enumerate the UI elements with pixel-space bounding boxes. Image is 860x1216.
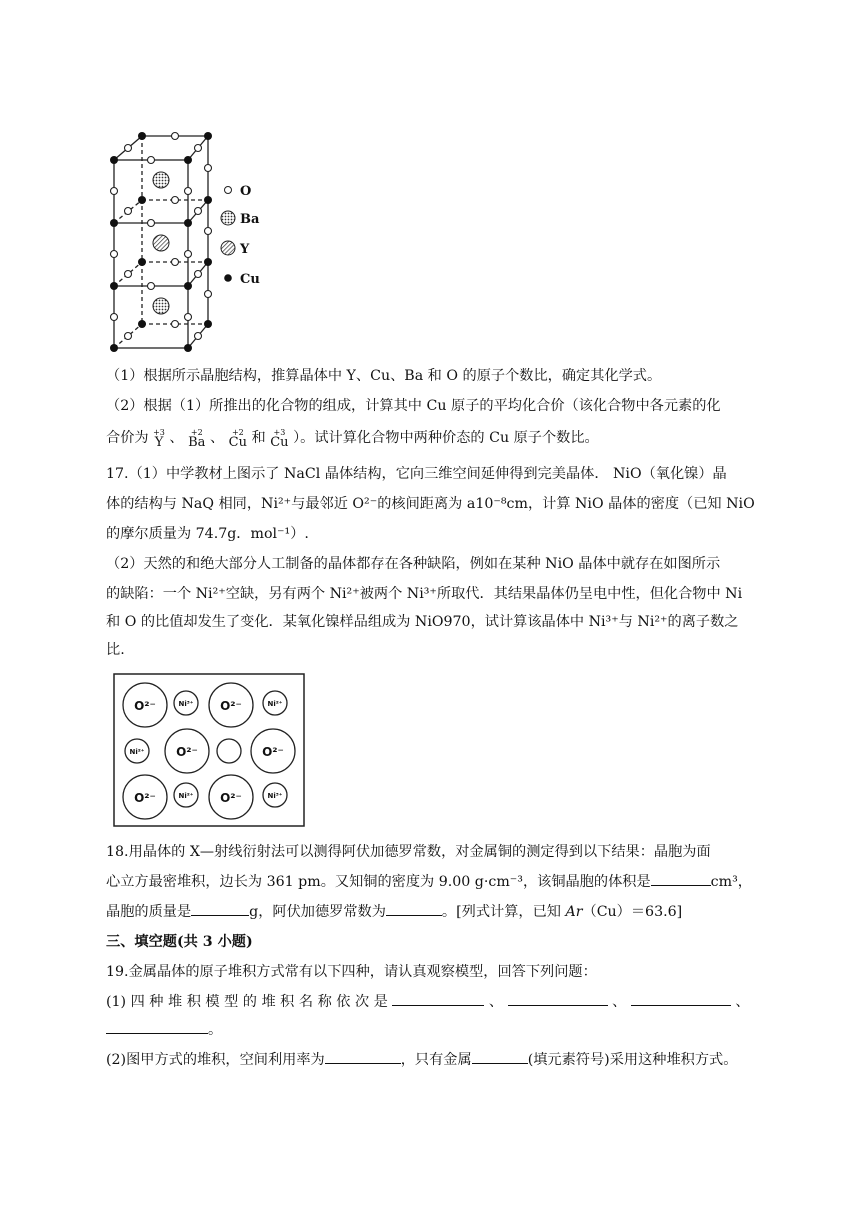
- q17-p2a: （2）天然的和绝大部分人工制备的晶体都存在各种缺陷，例如在某种 NiO 晶体中就存在如图所示: [106, 556, 721, 572]
- blank-utilization[interactable]: [325, 1049, 401, 1064]
- ion-ni2-2: Ni²⁺: [129, 748, 145, 756]
- legend-o: O: [240, 184, 252, 199]
- ion-o-4: O²⁻: [262, 745, 284, 759]
- ion-o-1: O²⁻: [134, 699, 156, 713]
- nio-defect-figure: [113, 673, 309, 829]
- q16-part2-line2: 合价为 +3 Y 、 +2 Ba 、 +2 Cu 和 +3 Cu ）。试计算化合物中两种价态的 Cu 原子个数比。: [106, 427, 599, 450]
- ion-ni2-1: Ni²⁺: [267, 700, 283, 708]
- q18-line1: 18.用晶体的 X—射线衍射法可以测得阿伏加德罗常数，对金属铜的测定得到以下结果：晶胞为面: [106, 844, 711, 860]
- ox-ba: +2 Ba: [188, 427, 206, 450]
- ox-cu3: +3 Cu: [270, 427, 289, 450]
- q16-part1: （1）根据所示晶胞结构，推算晶体中 Y、Cu、Ba 和 O 的原子个数比，确定其化学式。: [106, 368, 662, 384]
- blank-stack-3[interactable]: [631, 991, 731, 1006]
- ion-ni3-2: Ni³⁺: [267, 792, 283, 800]
- q17-p2b: 的缺陷：一个 Ni²⁺空缺，另有两个 Ni²⁺被两个 Ni³⁺所取代．其结果晶体仍呈电中性，但化合物中 Ni: [106, 586, 743, 602]
- q19-line1: 19.金属晶体的原子堆积方式常有以下四种，请认真观察模型，回答下列问题：: [106, 964, 597, 980]
- q19-line3: (2)图甲方式的堆积，空间利用率为 ，只有金属 (填元素符号)采用这种堆积方式。: [106, 1046, 766, 1075]
- crystal-cell-figure: [104, 128, 274, 356]
- q18-line3: 晶胞的质量是 g，阿伏加德罗常数为 。[列式计算，已知 Ar（Cu）＝63.6]: [106, 898, 766, 927]
- q17-p2d: 比.: [106, 642, 125, 658]
- ion-ni3-1: Ni³⁺: [178, 700, 194, 708]
- ox-y: +3 Y: [153, 427, 165, 450]
- blank-mass[interactable]: [191, 901, 249, 916]
- q17-p1a: 17.（1）中学教材上图示了 NaCl 晶体结构，它向三维空间延伸得到完美晶体． NiO（氧化镍）晶: [106, 466, 727, 482]
- legend-y: Y: [240, 242, 250, 257]
- blank-stack-2[interactable]: [508, 991, 608, 1006]
- section-3-title: 三、填空题(共 3 小题): [106, 934, 253, 950]
- q19-line2: (1) 四 种 堆 积 模 型 的 堆 积 名 称 依 次 是 、 、 、: [106, 988, 766, 1017]
- q17-p1c: 的摩尔质量为 74.7g．mol⁻¹）.: [106, 526, 309, 542]
- legend-cu: Cu: [240, 272, 260, 287]
- ion-o-3: O²⁻: [176, 745, 198, 759]
- q18-line2: 心立方最密堆积，边长为 361 pm。又知铜的密度为 9.00 g·cm⁻³，该铜晶胞的体积是 cm³，: [106, 868, 766, 897]
- ion-o-5: O²⁻: [134, 791, 156, 805]
- q16-part2-line1: （2）根据（1）所推出的化合物的组成，计算其中 Cu 原子的平均化合价（该化合物中各元素的化: [106, 398, 721, 414]
- blank-stack-4[interactable]: [106, 1019, 208, 1034]
- ox-cu2: +2 Cu: [228, 427, 247, 450]
- q19-line2b: 。: [106, 1016, 766, 1045]
- blank-element[interactable]: [472, 1049, 528, 1064]
- q17-p2c: 和 O 的比值却发生了变化．某氧化镍样品组成为 NiO970，试计算该晶体中 Ni³⁺与 Ni²⁺的离子数之: [106, 614, 739, 630]
- ion-o-2: O²⁻: [220, 699, 242, 713]
- q17-p1b: 体的结构与 NaQ 相同，Ni²⁺与最邻近 O²⁻的核间距离为 a10⁻⁸cm，计算 NiO 晶体的密度（已知 NiO: [106, 496, 755, 512]
- ion-ni2-3: Ni²⁺: [178, 792, 194, 800]
- ion-o-6: O²⁻: [220, 791, 242, 805]
- blank-stack-1[interactable]: [392, 991, 484, 1006]
- blank-avogadro[interactable]: [386, 901, 442, 916]
- blank-volume[interactable]: [651, 871, 711, 886]
- legend-ba: Ba: [240, 212, 260, 227]
